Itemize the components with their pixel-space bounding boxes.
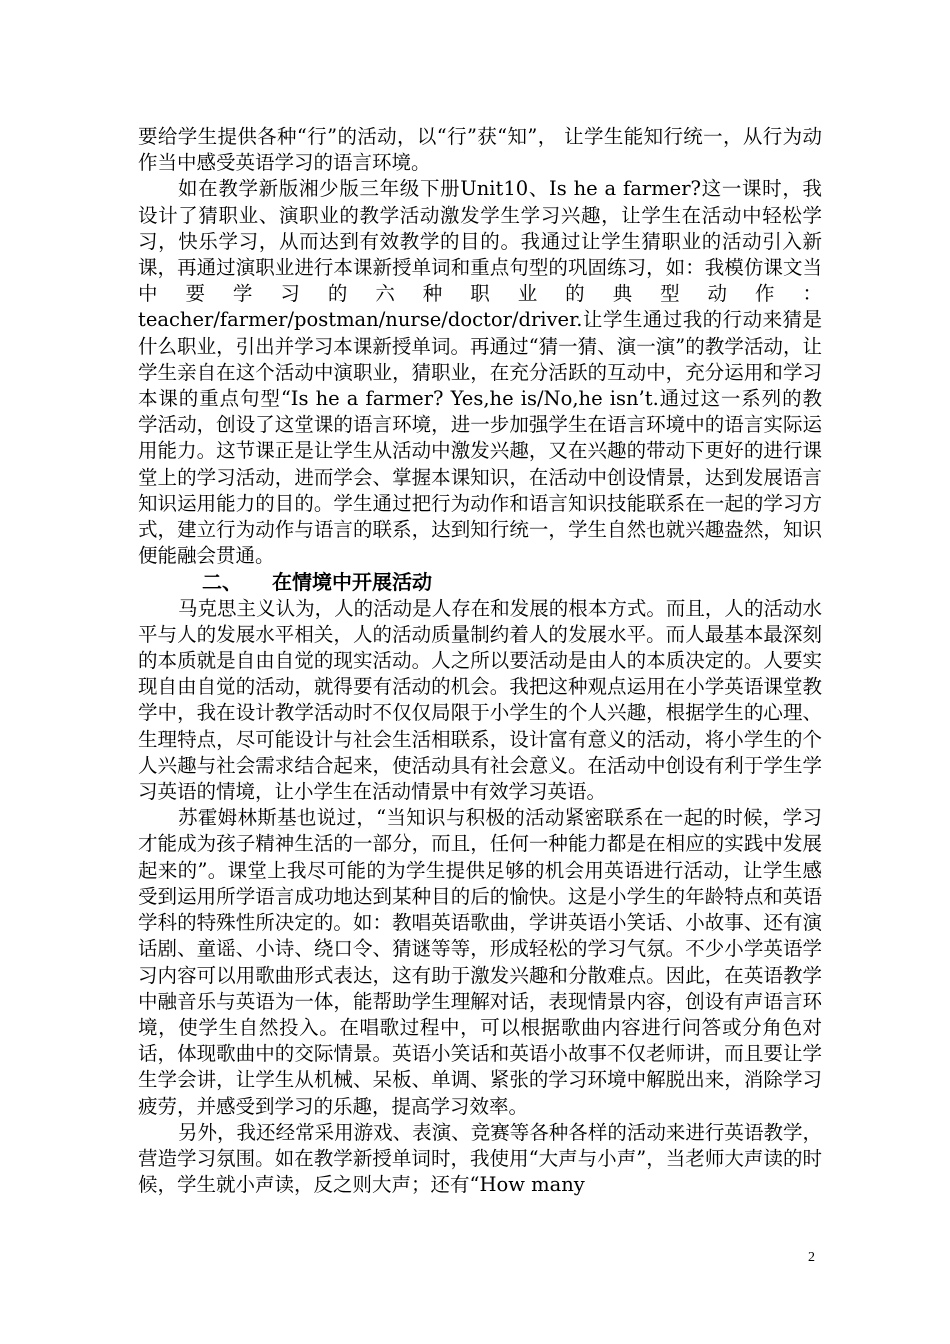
paragraph-4: 苏霍姆林斯基也说过，“当知识与积极的活动紧密联系在一起的时候，学习才能成为孩子精神生活的一部分，而且，任何一种能力都是在相应的实践中发展起来的”。课堂上我尽可能的为学生提供足够的机会用英语进行活动，让学生感受到运用所学语言成功地达到某种目的后的愉快。这是小学生的年龄特点和英语学科的特殊性所决定的。如：教唱英语歌曲，学讲英语小笑话、小故事、还有演话剧、童谣、小诗、绕口令、猜谜等等，形成轻松的学习气氛。不少小学英语学习内容可以用歌曲形式表达，这有助于激发兴趣和分散难点。因此，在英语教学中融音乐与英语为一体，能帮助学生理解对话，表现情景内容，创设有声语言环境，使学生自然投入。在唱歌过程中，可以根据歌曲内容进行问答或分角色对话，体现歌曲中的交际情景。英语小笑话和英语小故事不仅老师讲，而且要让学生学会讲，让学生从机械、呆板、单调、紧张的学习环境中解脱出来，消除学习疲劳，并感受到学习的乐趣，提高学习效率。 — [138, 806, 822, 1118]
section-heading-title: 在情境中开展活动 — [272, 570, 432, 595]
page-number: 2 — [808, 1250, 815, 1265]
paragraph-5: 另外，我还经常采用游戏、表演、竞赛等各种各样的活动来进行英语教学，营造学习氛围。如在教学新授单词时，我使用“大声与小声”，当老师大声读的时候，学生就小声读，反之则大声；还有“How many — [138, 1120, 822, 1197]
paragraph-1: 要给学生提供各种“行”的活动，以“行”获“知”， 让学生能知行统一，从行为动作当中感受英语学习的语言环境。 — [138, 125, 822, 175]
document-body — [138, 124, 822, 1198]
section-heading-number: 二、 — [202, 570, 242, 595]
section-heading — [138, 569, 822, 595]
paragraph-3: 马克思主义认为，人的活动是人存在和发展的根本方式。而且，人的活动水平与人的发展水平相关，人的活动质量制约着人的发展水平。而人最基本最深刻的本质就是自由自觉的现实活动。人之所以要活动是由人的本质决定的。人要实现自由自觉的活动，就得要有活动的机会。我把这种观点运用在小学英语课堂教学中，我在设计教学活动时不仅仅局限于小学生的个人兴趣，根据学生的心理、生理特点，尽可能设计与社会生活相联系，设计富有意义的活动，将小学生的个人兴趣与社会需求结合起来，使活动具有社会意义。在活动中创设有利于学生学习英语的情境，让小学生在活动情景中有效学习英语。 — [138, 596, 822, 804]
paragraph-2: 如在教学新版湘少版三年级下册Unit10、Is he a farmer?这一课时，我设计了猜职业、演职业的教学活动激发学生学习兴趣，让学生在活动中轻松学习，快乐学习，从而达到有效教学的目的。我通过让学生猜职业的活动引入新课，再通过演职业进行本课新授单词和重点句型的巩固练习，如：我模仿课文当中要学习的六种职业的典型动作：teacher/farmer/postman/nurse/doctor/driver.让学生通过我的行动来猜是什么职业，引出并学习本课新授单词。再通过“猜一猜、演一演”的教学活动，让学生亲自在这个活动中演职业，猜职业，在充分活跃的互动中，充分运用和学习本课的重点句型“Is he a farmer? Yes,he is/No,he isn’t.通过这一系列的教学活动，创设了这堂课的语言环境，进一步加强学生在语言环境中的语言实际运用能力。这节课正是让学生从活动中激发兴趣，又在兴趣的带动下更好的进行课堂上的学习活动，进而学会、掌握本课知识，在活动中创设情景，达到发展语言知识运用能力的目的。学生通过把行为动作和语言知识技能联系在一起的学习方式，建立行为动作与语言的联系，达到知行统一，学生自然也就兴趣盎然，知识便能融会贯通。 — [138, 177, 822, 568]
